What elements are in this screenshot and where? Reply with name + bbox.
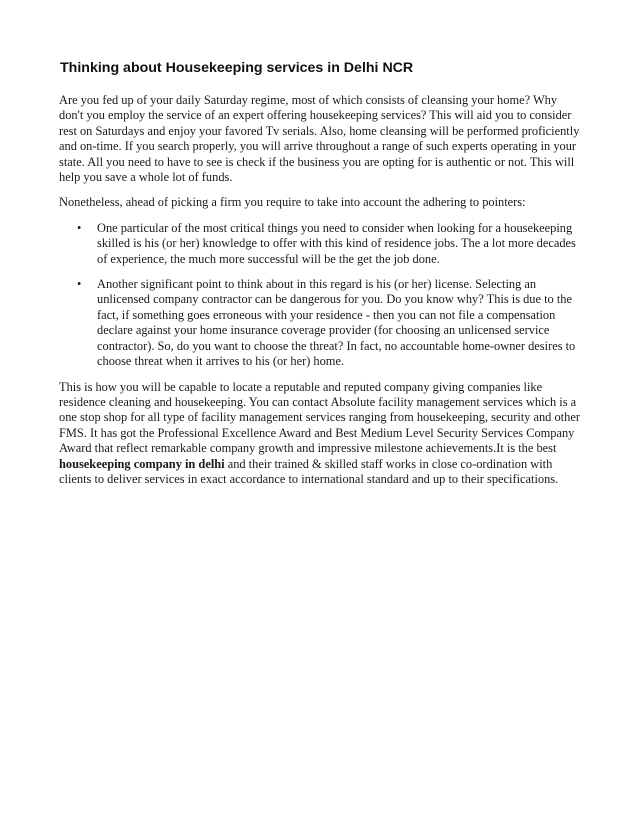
- document-title: Thinking about Housekeeping services in Delhi NCR: [60, 60, 414, 76]
- list-item-text: One particular of the most critical things you need to consider when looking for a housekeeping skilled is his (or her) knowledge to offer with this kind of residence jobs. The a lot more decades of experience, the much more successful will be the get the job done.: [97, 220, 576, 266]
- document-page: [58, 58, 580, 497]
- pointer-list: [58, 221, 580, 370]
- closing-text-start: This is how you will be capable to locate a reputable and reputed company giving companies like residence cleaning and housekeeping. You can contact Absolute facility management services which is a one stop shop for all type of facility management services ranging from housekeeping, security and other FMS. It has got the Professional Excellence Award and Best Medium Level Security Services Company Award that reflect remarkable company growth and impressive milestone achievements.It is the best: [59, 379, 580, 456]
- closing-text-end: and their trained & skilled staff works in close co-ordination with clients to deliver services in exact accordance to international standard and up to their specifications.: [59, 456, 559, 486]
- list-item: [58, 221, 580, 267]
- closing-paragraph: [59, 380, 580, 488]
- lead-in-paragraph: Nonetheless, ahead of picking a firm you require to take into account the adhering to pointers:: [59, 195, 526, 210]
- bullet-marker: •: [77, 220, 82, 235]
- housekeeping-company-link[interactable]: housekeeping company in delhi: [59, 456, 225, 471]
- list-item-text: Another significant point to think about in this regard is his (or her) license. Selecting an unlicensed company contractor can be dangerous for you. Do you know why? This is due to the fact, if something goes erroneous with your residence - then you can not file a compensation declare against your home insurance coverage provider (for choosing an unlicensed service contractor). So, do you want to choose the threat? In fact, no accountable home-owner desires to choose threat when it arrives to his (or her) home.: [97, 277, 576, 369]
- list-item: [58, 277, 580, 369]
- bullet-marker: •: [77, 277, 82, 292]
- intro-paragraph: Are you fed up of your daily Saturday regime, most of which consists of cleansing your home? Why don't you employ the service of an expert offering housekeeping services? This will aid you to consider rest on Saturdays and enjoy your favored Tv serials. Also, home cleansing will be performed proficiently and on-time. If you search properly, you will arrive throughout a range of such experts operating in your state. All you need to have to see is check if the business you are opting for is authentic or not. This will help you save a whole lot of funds.: [59, 93, 580, 185]
